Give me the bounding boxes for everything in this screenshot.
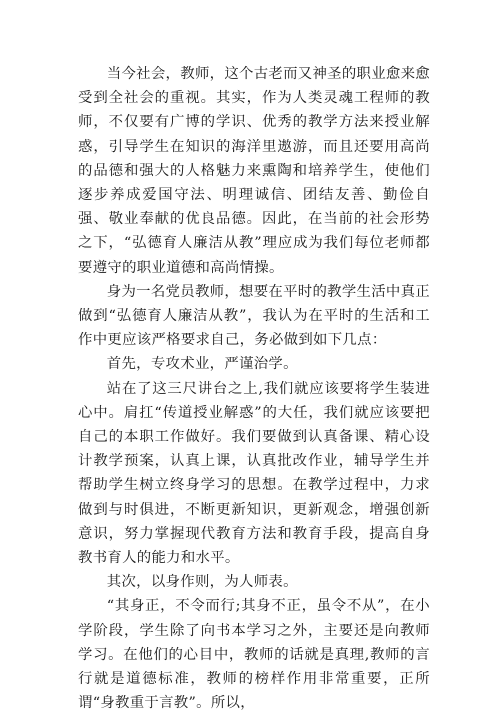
document-body — [78, 62, 430, 715]
paragraph-party-teacher: 身为一名党员教师，想要在平时的教学生活中真正做到“弘德育人廉洁从教”，我认为在平时的生活和工作中更应该严格要求自己，务必做到如下几点： — [78, 283, 430, 349]
paragraph-heading-second: 其次，以身作则，为人师表。 — [106, 574, 298, 591]
paragraph-intro: 当今社会，教师，这个古老而又神圣的职业愈来愈受到全社会的重视。其实，作为人类灵魂工程师的教师，不仅要有广博的学识、优秀的教学方法来授业解惑，引导学生在知识的海洋里遨游，而且还要用高尚的品德和强大的人格魅力来熏陶和培养学生，使他们逐步养成爱国守法、明理诚信、团结友善、勤俭自强、敬业奉献的优良品德。因此，在当前的社会形势之下，“弘德育人廉洁从教”理应成为我们每位老师都要遵守的职业道德和高尚情操。 — [78, 66, 430, 276]
paragraph-first-detail: 站在了这三尺讲台之上,我们就应该要将学生装进心中。肩扛“传道授业解惑”的大任，我们就应该要把自己的本职工作做好。我们要做到认真备课、精心设计教学预案，认真上课，认真批改作业，辅导学生并帮助学生树立终身学习的思想。在教学过程中，力求做到与时俱进，不断更新知识，更新观念，增强创新意识，努力掌握现代教育方法和教育手段，提高自身教书育人的能力和水平。 — [78, 380, 430, 567]
paragraph-second-detail: “其身正，不令而行;其身不正，虽令不从”，在小学阶段，学生除了向书本学习之外，主要还是向教师学习。在他们的心目中，教师的话就是真理,教师的言行就是道德标准，教师的榜样作用非常重要，正所谓“身教重于言教”。所以， — [78, 598, 430, 712]
paragraph-heading-first: 首先，专攻术业，严谨治学。 — [106, 356, 298, 373]
